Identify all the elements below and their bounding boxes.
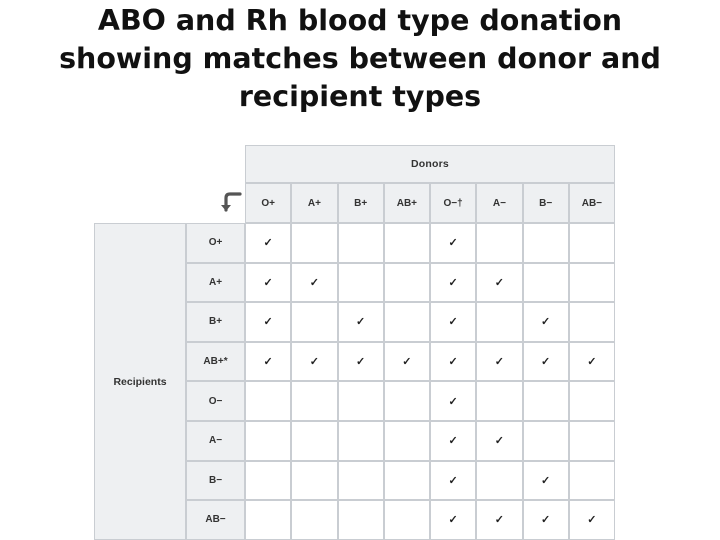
- match-cell: [338, 223, 384, 263]
- match-cell: [338, 342, 384, 382]
- match-cell: [523, 263, 569, 303]
- match-cell: [523, 342, 569, 382]
- match-cell: [384, 263, 430, 303]
- match-cell: [384, 381, 430, 421]
- match-cell: [430, 421, 476, 461]
- check-icon: ✓: [541, 356, 551, 369]
- match-cell: [569, 342, 615, 382]
- match-cell: [384, 223, 430, 263]
- check-icon: ✓: [541, 474, 551, 487]
- recipient-row-header: A+: [186, 263, 245, 303]
- check-icon: ✓: [587, 514, 597, 527]
- match-cell: [245, 421, 291, 461]
- check-icon: ✓: [448, 356, 458, 369]
- match-cell: [523, 223, 569, 263]
- match-cell: [476, 500, 522, 540]
- check-icon: ✓: [448, 474, 458, 487]
- match-cell: [384, 500, 430, 540]
- donors-header: Donors: [245, 145, 615, 183]
- match-cell: [430, 263, 476, 303]
- check-icon: ✓: [356, 316, 366, 329]
- match-cell: [476, 263, 522, 303]
- match-cell: [569, 381, 615, 421]
- check-icon: ✓: [494, 276, 504, 289]
- match-cell: [245, 302, 291, 342]
- match-cell: [523, 302, 569, 342]
- check-icon: ✓: [356, 356, 366, 369]
- check-icon: ✓: [448, 514, 458, 527]
- match-cell: [476, 421, 522, 461]
- match-cell: [523, 500, 569, 540]
- recipient-row-header: A−: [186, 421, 245, 461]
- check-icon: ✓: [448, 237, 458, 250]
- donor-column-header: O−†: [430, 183, 476, 223]
- check-icon: ✓: [263, 316, 273, 329]
- check-icon: ✓: [448, 276, 458, 289]
- title-line-2: showing matches between donor and: [59, 42, 661, 75]
- match-cell: [569, 302, 615, 342]
- match-cell: [338, 302, 384, 342]
- match-cell: [291, 263, 337, 303]
- recipient-row-header: B−: [186, 461, 245, 501]
- check-icon: ✓: [448, 316, 458, 329]
- match-cell: [430, 500, 476, 540]
- match-cell: [291, 421, 337, 461]
- match-cell: [430, 342, 476, 382]
- donor-column-header: B−: [523, 183, 569, 223]
- check-icon: ✓: [263, 276, 273, 289]
- recipient-row-header: AB+*: [186, 342, 245, 382]
- match-cell: [569, 263, 615, 303]
- match-cell: [291, 381, 337, 421]
- match-cell: [291, 302, 337, 342]
- match-cell: [338, 381, 384, 421]
- match-cell: [523, 461, 569, 501]
- check-icon: ✓: [494, 435, 504, 448]
- recipient-row-header: AB−: [186, 500, 245, 540]
- match-cell: [245, 461, 291, 501]
- match-cell: [245, 500, 291, 540]
- match-cell: [430, 381, 476, 421]
- donor-column-header: AB−: [569, 183, 615, 223]
- match-cell: [291, 500, 337, 540]
- title-line-3: recipient types: [238, 80, 482, 113]
- check-icon: ✓: [587, 356, 597, 369]
- match-cell: [430, 302, 476, 342]
- match-cell: [569, 461, 615, 501]
- match-cell: [476, 461, 522, 501]
- donor-column-header: O+: [245, 183, 291, 223]
- match-cell: [338, 500, 384, 540]
- check-icon: ✓: [448, 395, 458, 408]
- check-icon: ✓: [309, 356, 319, 369]
- match-cell: [338, 421, 384, 461]
- match-cell: [476, 342, 522, 382]
- donor-column-header: A+: [291, 183, 337, 223]
- match-cell: [245, 223, 291, 263]
- match-cell: [384, 421, 430, 461]
- match-cell: [291, 223, 337, 263]
- match-cell: [476, 302, 522, 342]
- check-icon: ✓: [494, 514, 504, 527]
- match-cell: [384, 461, 430, 501]
- recipient-row-header: O+: [186, 223, 245, 263]
- match-cell: [476, 223, 522, 263]
- title-line-1: ABO and Rh blood type donation: [97, 4, 623, 37]
- donor-column-header: AB+: [384, 183, 430, 223]
- check-icon: ✓: [448, 435, 458, 448]
- recipient-row-header: O−: [186, 381, 245, 421]
- match-cell: [245, 263, 291, 303]
- match-cell: [338, 263, 384, 303]
- check-icon: ✓: [541, 316, 551, 329]
- check-icon: ✓: [263, 356, 273, 369]
- donor-column-header: A−: [476, 183, 522, 223]
- check-icon: ✓: [263, 237, 273, 250]
- match-cell: [245, 381, 291, 421]
- match-cell: [245, 342, 291, 382]
- match-cell: [523, 421, 569, 461]
- match-cell: [430, 223, 476, 263]
- match-cell: [569, 500, 615, 540]
- match-cell: [569, 223, 615, 263]
- recipient-row-header: B+: [186, 302, 245, 342]
- check-icon: ✓: [494, 356, 504, 369]
- donor-column-header: B+: [338, 183, 384, 223]
- match-cell: [523, 381, 569, 421]
- match-cell: [569, 421, 615, 461]
- match-cell: [384, 302, 430, 342]
- check-icon: ✓: [309, 276, 319, 289]
- match-cell: [384, 342, 430, 382]
- match-cell: [291, 461, 337, 501]
- recipients-header: Recipients: [94, 223, 186, 540]
- match-cell: [430, 461, 476, 501]
- match-cell: [476, 381, 522, 421]
- match-cell: [291, 342, 337, 382]
- match-cell: [338, 461, 384, 501]
- check-icon: ✓: [402, 356, 412, 369]
- check-icon: ✓: [541, 514, 551, 527]
